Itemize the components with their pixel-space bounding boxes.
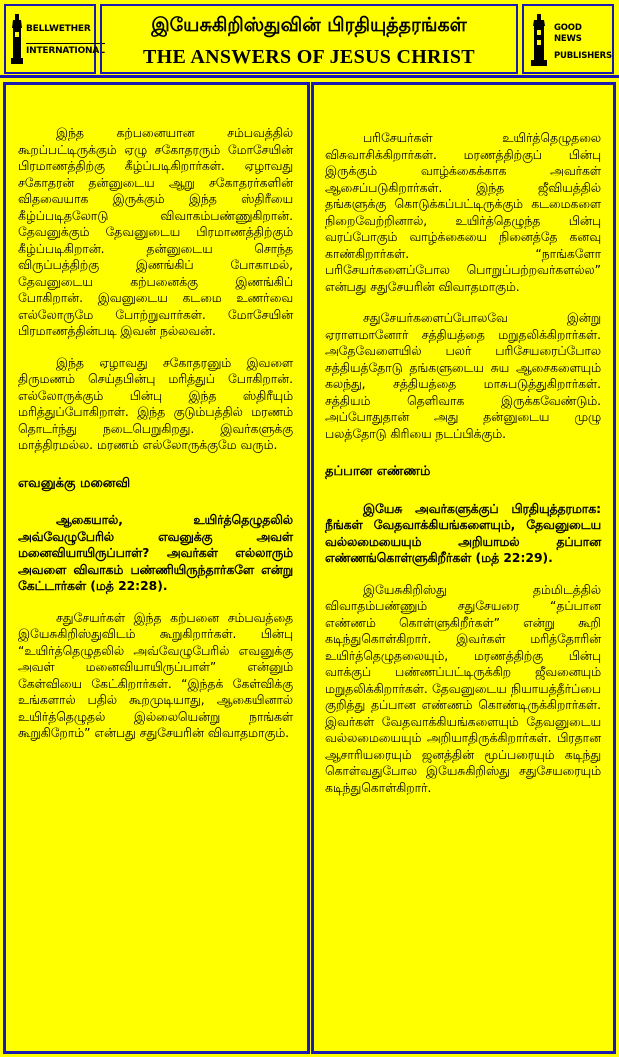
right-column: [311, 82, 616, 1054]
logo-left-line2: INTERNATIONAL: [26, 43, 105, 57]
tower-icon: [528, 14, 550, 68]
scripture-quote: இயேசு அவர்களுக்குப் பிரதியுத்தரமாக: நீங்கள் வேதவாக்கியங்களையும், தேவனுடைய வல்லமையையும் அறியாமல் தப்பான எண்ணங்கொள்ளுகிறீர்கள் (மத் 22:29).: [325, 501, 601, 565]
paragraph: இயேசுகிறிஸ்து தம்மிடத்தில் விவாதம்பண்ணும் சதுசேயரை “தப்பான எண்ணம் கொள்ளுகிறீர்கள்” என்று கூறி கடிந்துகொள்கிறார். இவர்கள் மரித்தோரின் உயிர்த்தெழுதலையும், மரணத்திற்கு பின்பு வாக்குப் பண்ணப்பட்டிருக்கிற ஜீவனையும் மறுதலிக்கிறார்கள். தேவனுடைய நியாயத்தீர்ப்பை குறித்து தப்பான எண்ணம் கொண்டிருக்கிறார்கள். இவர்கள் வேதவாக்கியங்களையும் தேவனுடைய வல்லமையையும் அறியாதிருக்கிறார்கள். பிரதான ஆசாரியரையும் ஜனத்தின் மூப்பரையும் கடிந்து கொள்வதுபோல இயேசுகிறிஸ்து சதுசேயரையும் கடிந்துகொள்கிறார்.: [325, 582, 601, 795]
section-heading: தப்பான எண்ணம்: [325, 464, 431, 479]
title-box: [100, 4, 518, 74]
logo-right-line1: GOOD NEWS: [554, 23, 582, 44]
tower-icon: [10, 14, 24, 66]
left-column: [3, 82, 310, 1054]
bellwether-logo-text: [26, 24, 105, 57]
section-heading: எவனுக்கு மனைவி: [18, 475, 131, 491]
paragraph: இந்த ஏழாவது சகோதரனும் இவளை திருமணம் செய்தபின்பு மரித்துப் போகிறான். எல்லோருக்கும் பின்பு இந்த ஸ்திரீயும் மரித்துப்போகிறாள். இந்த குடும்பத்தில் மரணம் தொடர்ந்து நடைபெறுகிறது. இவர்களுக்கு மாத்திரமல்ல. மரணம் எல்லோருக்குமே வரும்.: [18, 355, 293, 452]
logo-left-line1: BELLWETHER: [26, 24, 91, 34]
bellwether-logo: [4, 4, 105, 74]
logo-right-line2: PUBLISHERS: [554, 51, 612, 61]
paragraph: பரிசேயர்கள் உயிர்த்தெழுதலை விசுவாசிக்கிறார்கள். மரணத்திற்குப் பின்பு இருக்கும் வாழ்க்கைக்காக அவர்கள் ஆசைப்படுகிறார்கள். இந்த ஜீவியத்தில் தங்களுக்கு கொடுக்கப்பட்டிருக்கும் கடமைகளை நிறைவேற்றினால், உயிர்த்தெழுந்த பின்பு வரப்போகும் வாழ்க்கையை நினைத்தே கனவு காண்கிறார்கள். “நாங்களோ பரிசேயர்களைப்போல பொறுப்பற்றவர்களல்ல” என்பது சதுசேயரின் விவாதமாகும்.: [325, 131, 601, 294]
scripture-quote: ஆகையால், உயிர்த்தெழுதலில் அவ்வேழுபேரில் எவனுக்கு அவள் மனைவியாயிருப்பாள்? அவர்கள் எல்லாரும் அவளை விவாகம் பண்ணியிருந்தார்களே என்று கேட்டார்கள் (மத் 22:28).: [18, 513, 293, 593]
paragraph: சதுசேயர்களைப்போலவே இன்று ஏராளமானோர் சத்தியத்தை மறுதலிக்கிறார்கள். அதேவேளையில் பலர் பரிசேயரைப்போல சத்தியத்தோடு தங்களுடைய சுய ஆசைகளையும் கலந்து, சத்தியத்தை மாசுபடுத்துகிறார்கள். சத்தியம் தெளிவாக இருக்கவேண்டும். அப்போதுதான் அது தன்னுடைய முழு பலத்தோடு கிரியை நடப்பிக்கும்.: [325, 311, 601, 441]
page-title-english: THE ANSWERS OF JESUS CHRIST: [143, 46, 475, 68]
paragraph: இந்த கற்பனையான சம்பவத்தில் கூறப்பட்டிருக்கும் ஏழு சகோதரரும் மோசேயின் பிரமாணத்திற்கு கீழ்ப்படிகிறார்கள். ஏழாவது சகோதரன் தன்னுடைய ஆறு சகோதரர்களின் விதவையாக இருக்கும் இந்த ஸ்திரீயை கீழ்ப்படிதலோடு விவாகம்பண்ணுகிறான். தேவனுக்கும் தேவனுடைய பிரமாணத்திற்கும் கீழ்ப்படிகிறான். தன்னுடைய சொந்த விருப்பத்திற்கு இணங்கிப் போகாமல், தேவனுடைய கற்பனைக்கு இணங்கிப் போகிறான். இவனுடைய கடமை உணர்வை எல்லோருமே போற்றுவார்கள். மோசேயின் பிரமாணத்தின்படி இவன் நல்லவன்.: [18, 126, 293, 338]
good-news-logo-text: [554, 23, 612, 62]
page-title-tamil: இயேசுகிறிஸ்துவின் பிரதியுத்தரங்கள்: [151, 14, 467, 36]
paragraph: சதுசேயர்கள் இந்த கற்பனை சம்பவத்தை இயேசுகிறிஸ்துவிடம் கூறுகிறார்கள். பின்பு “உயிர்த்தெழுதலில் அவ்வேழுபேரில் எவனுக்கு அவள் மனைவியாயிருப்பாள்” என்னும் கேள்வியை கேட்கிறார்கள். “இந்தக் கேள்விக்கு உங்களால் பதில் கூறமுடியாது, ஆகையினால் உயிர்த்தெழுதல் இல்லையென்று நாங்கள் கூறுகிறோம்” என்பது சதுசேயரின் விவாதமாகும்.: [18, 610, 293, 740]
header: [0, 0, 619, 78]
good-news-logo: [522, 4, 614, 74]
